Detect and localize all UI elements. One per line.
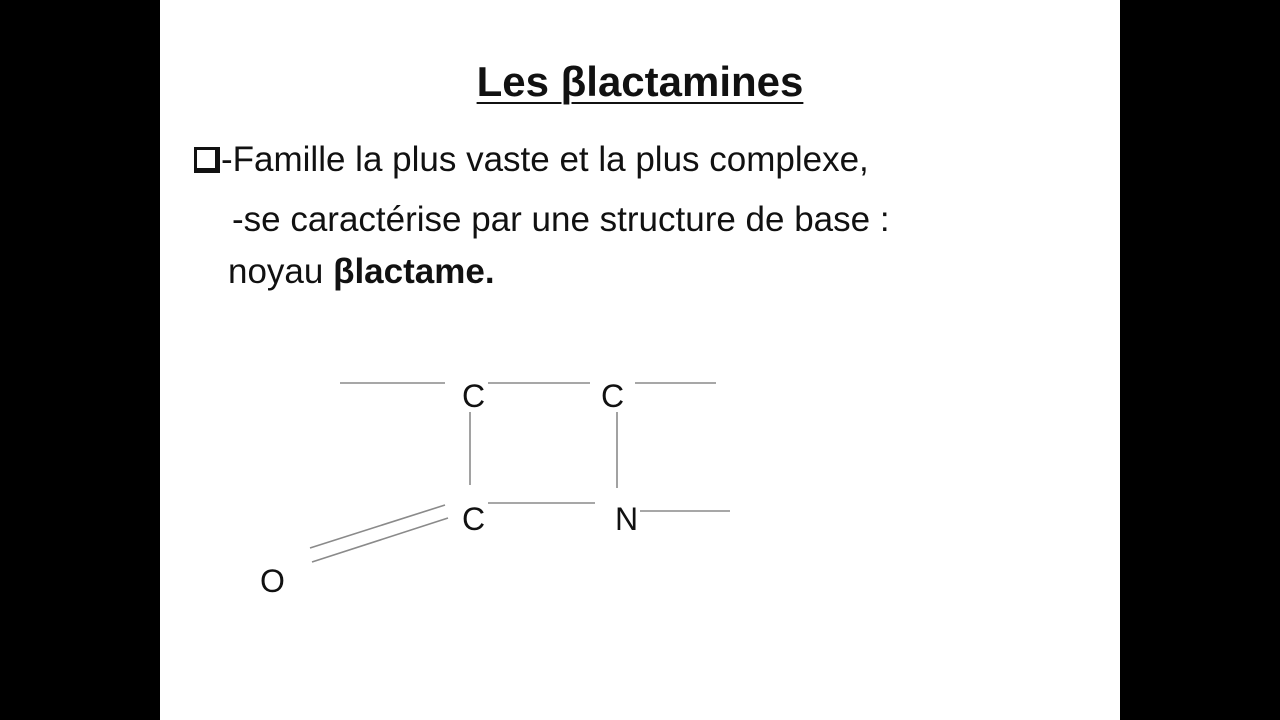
atom-n: N [615, 501, 639, 537]
slide-title-text: Les βlactamines [476, 58, 804, 105]
noyau-prefix: noyau [228, 252, 334, 291]
bullet-text: -Famille la plus vaste et la plus complexe, [221, 140, 869, 179]
sub-line-structure-text: -se caractérise par une structure de base : [232, 200, 890, 239]
atom-c-bottom-left: C [462, 501, 486, 537]
slide [160, 0, 1120, 720]
atom-c-top-right: C [601, 378, 625, 414]
beta-lactam-structure [160, 0, 1120, 720]
atom-c-top-left: C [462, 378, 486, 414]
bond-c-o-double-2 [312, 518, 448, 562]
atom-o: O [260, 563, 285, 599]
noyau-name: βlactame. [333, 252, 495, 291]
bond-lines [310, 383, 730, 562]
